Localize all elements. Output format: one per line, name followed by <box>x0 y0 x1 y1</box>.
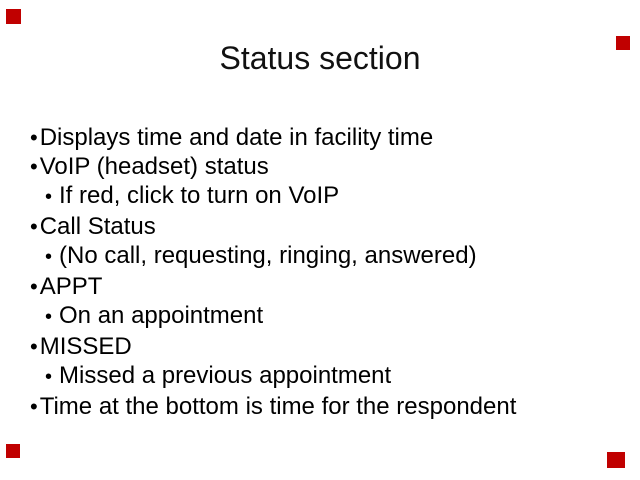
bullet-icon: • <box>30 394 38 419</box>
bullet-icon: • <box>30 274 38 299</box>
bullet-icon: • <box>30 334 38 359</box>
red-marker-bottom-left[interactable] <box>6 444 20 458</box>
bullet-icon: • <box>45 186 53 208</box>
bullet-text: Missed a previous appointment <box>59 362 392 389</box>
bullet-icon: • <box>30 154 38 179</box>
red-marker-top-right[interactable] <box>616 36 630 50</box>
bullet-text: Time at the bottom is time for the respondent <box>39 393 517 420</box>
bullet-line <box>45 361 630 392</box>
bullet-line <box>45 241 630 272</box>
bullet-line <box>30 212 630 241</box>
bullet-text: APPT <box>39 273 103 300</box>
bullet-icon: • <box>30 214 38 239</box>
bullet-icon: • <box>45 246 53 268</box>
bullet-text: If red, click to turn on VoIP <box>59 182 340 209</box>
bullet-line <box>30 152 630 181</box>
bullet-icon: • <box>45 306 53 328</box>
bullet-text: VoIP (headset) status <box>39 153 269 180</box>
bullet-line <box>30 332 630 361</box>
bullet-line <box>30 272 630 301</box>
red-marker-top-left[interactable] <box>6 9 21 24</box>
bullet-list <box>30 123 630 421</box>
bullet-line <box>30 123 630 152</box>
bullet-text: Call Status <box>39 213 156 240</box>
red-marker-bottom-right[interactable] <box>607 452 625 468</box>
bullet-icon: • <box>30 125 38 150</box>
bullet-line <box>30 392 630 421</box>
bullet-line <box>45 181 630 212</box>
slide-title: Status section <box>219 40 421 76</box>
bullet-text: Displays time and date in facility time <box>39 124 434 151</box>
bullet-icon: • <box>45 366 53 388</box>
bullet-text: MISSED <box>39 333 132 360</box>
bullet-line <box>45 301 630 332</box>
bullet-text: On an appointment <box>59 302 264 329</box>
bullet-text: (No call, requesting, ringing, answered) <box>59 242 477 269</box>
